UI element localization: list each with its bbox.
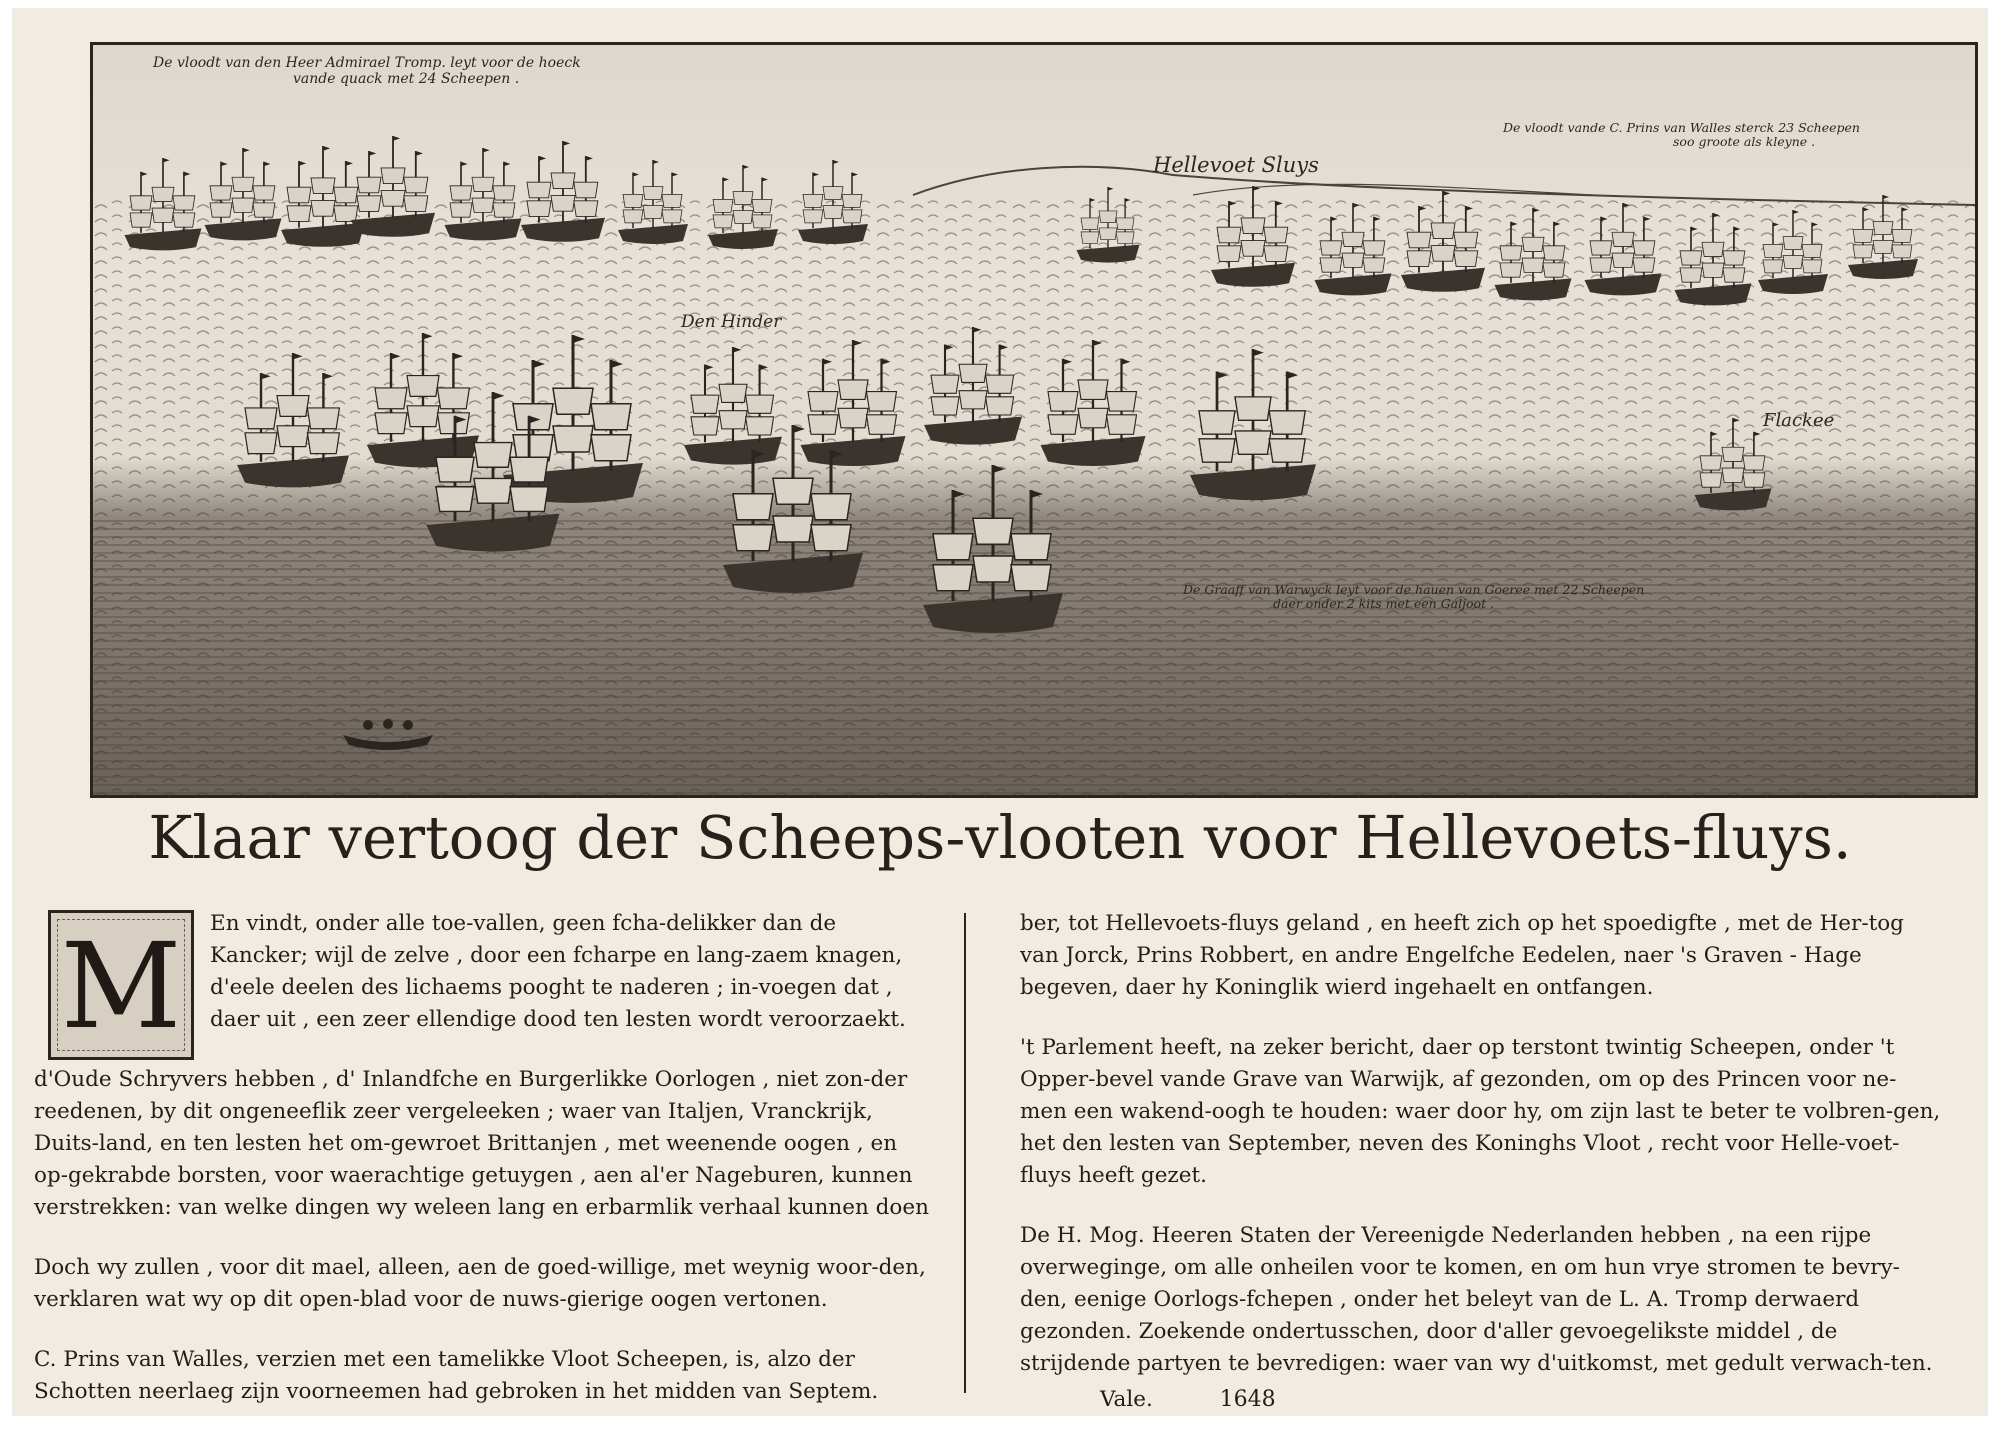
paragraph-4: C. Prins van Walles, verzien met een tamelikke Vloot Scheepen, is, alzo der Schotten neerlaeg zijn voorneemen had gebroken in het midden van Septem. <box>34 1347 879 1404</box>
sailing-ship <box>351 136 435 237</box>
closing-line <box>1020 1384 1942 1416</box>
ornamental-initial: M <box>48 910 194 1060</box>
left-text-column <box>34 908 934 1436</box>
label-tromp-fleet: De vloodt van den Heer Admirael Tromp. leyt voor de hoeck vande quack met 24 Scheepen . <box>153 55 581 88</box>
sailing-ship <box>618 160 688 244</box>
paragraph-5: ber, tot Hellevoets-fluys geland , en heeft zich op het spoedigfte , met de Her-tog van Jorck, Prins Robbert, en andre Engelfche Eedelen, naer 's Graven - Hage begeven, daer hy Koninglik wierd ingehaelt en ontfangen. <box>1020 911 1904 1000</box>
paragraph-3: Doch wy zullen , voor dit mael, alleen, aen de goed-willige, met weynig woor-den, verklaren wat wy op dit open-blad voor de nuws-gierige oogen vertonen. <box>34 1255 926 1312</box>
print-sheet <box>12 8 1988 1416</box>
engraved-fleet-scene <box>93 45 1975 795</box>
sailing-ship <box>445 148 522 240</box>
sailing-ship <box>125 158 202 250</box>
sailing-ship <box>708 165 778 249</box>
right-text-column <box>1020 908 1942 1416</box>
vale-text: Vale. <box>1100 1387 1153 1412</box>
sailing-ship <box>521 141 605 242</box>
year-annotation: 1648 <box>1219 1387 1276 1412</box>
sailing-ship <box>798 160 868 244</box>
paragraph-6: 't Parlement heeft, na zeker bericht, daer op terstont twintig Scheepen, onder 't Opper-bevel vande Grave van Warwijk, af gezonden, om op des Princen voor ne-men een wakend-oogh te houden: waer door hy, om zijn last te beter te volbren-gen, het den lesten van September, neven des Koninghs Vloot , recht voor Helle-voet-fluys heeft gezet. <box>1020 1035 1941 1188</box>
label-warwyck-fleet: De Graaff van Warwyck leyt voor de hauen van Goeree met 22 Scheepen daer onder 2 kits met een Galjoot . <box>1183 582 1645 612</box>
label-den-hinder: Den Hinder <box>681 312 782 332</box>
sailing-ship <box>205 148 282 240</box>
print-title: Klaar vertoog der Scheeps-vlooten voor Hellevoets-fluys. <box>148 803 1852 872</box>
engraving-plate <box>90 42 1978 798</box>
label-hellevoet-sluys: Hellevoet Sluys <box>1153 153 1319 177</box>
paragraph-2: d'Oude Schryvers hebben , d' Inlandfche en Burgerlikke Oorlogen , niet zon-der reedenen, by dit ongeneeflik zeer vergeleeken ; waer van Italjen, Vranckrijk, Duits-land, en ten lesten het om-gewroet Brittanjen , met weenende oogen , en op-gekrabde borsten, voor waerachtige getuygen , aen al'er Nageburen, kunnen verstrekken: van welke dingen wy weleen lang en erbarmlik verhaal kunnen doen <box>34 1067 929 1220</box>
paragraph-1: En vindt, onder alle toe-vallen, geen fcha-delikker dan de Kancker; wijl de zelve , door een fcharpe en lang-zaem knagen, d'eele deelen des lichaems pooght te naderen ; in-voegen dat , daer uit , een zeer ellendige dood ten lesten wordt veroorzaekt. <box>210 911 906 1032</box>
column-divider <box>964 913 966 1393</box>
label-flackee: Flackee <box>1763 410 1835 431</box>
label-prince-fleet: De vloodt vande C. Prins van Walles sterck 23 Scheepen soo groote als kleyne . <box>1503 120 1860 150</box>
sailing-ship <box>281 146 365 247</box>
paragraph-7: De H. Mog. Heeren Staten der Vereenigde Nederlanden hebben , na een rijpe overweginge, om alle onheilen voor te komen, en om hun vrye stromen te bevry-den, eenige Oorlogs-fchepen , onder het beleyt van de L. A. Tromp derwaerd gezonden. Zoekende ondertusschen, door d'aller gevoegelikste middel , de strijdende partyen te bevredigen: waer van wy d'uitkomst, met gedult verwach-ten. <box>1020 1223 1933 1376</box>
